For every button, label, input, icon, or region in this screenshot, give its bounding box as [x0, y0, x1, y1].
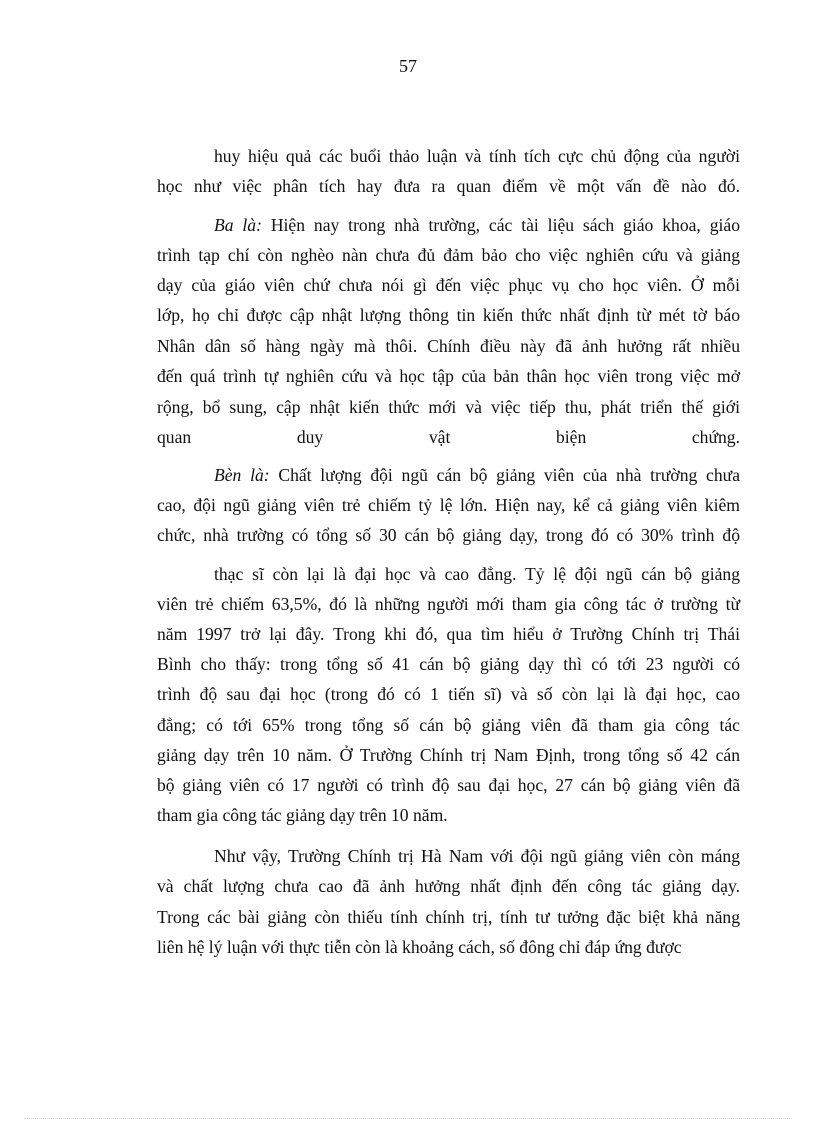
text-line: đến quá trình tự nghiên cứu và học tập của bản thân học viên trong việc mở: [157, 366, 740, 386]
page-bottom-rule: [24, 1118, 792, 1119]
text-line: năm 1997 trở lại đây. Trong khi đó, qua tìm hiểu ở Trường Chính trị Thái: [157, 624, 740, 644]
text-line: tham gia công tác giảng dạy trên 10 năm.: [157, 805, 448, 825]
paragraph-lead: Ba là:: [214, 215, 262, 235]
text-line: bộ giảng viên có 17 người có trình độ sau đại học, 27 cán bộ giảng viên đã: [157, 775, 740, 795]
text-line: Bình cho thấy: trong tổng số 41 cán bộ giảng dạy thì có tới 23 người có: [157, 654, 740, 674]
text-line: học như việc phân tích hay đưa ra quan điểm về một vấn đề nào đó.: [157, 176, 740, 196]
paragraph-line: [214, 213, 740, 237]
text-line: rộng, bổ sung, cập nhật kiến thức mới và việc tiếp thu, phát triển thế giới: [157, 397, 740, 417]
text-line: thạc sĩ còn lại là đại học và cao đẳng. Tỷ lệ đội ngũ cán bộ giảng: [214, 564, 740, 584]
text-line: trình độ sau đại học (trong đó có 1 tiến sĩ) và số còn lại là đại học, cao: [157, 684, 740, 704]
text-line: huy hiệu quả các buổi thảo luận và tính tích cực chủ động của người: [214, 146, 740, 166]
text-run: Chất lượng đội ngũ cán bộ giảng viên của nhà trường chưa: [269, 465, 741, 485]
paragraph-line: [214, 463, 740, 487]
text-line: đẳng; có tới 65% trong tổng số cán bộ giảng viên đã tham gia công tác: [157, 715, 740, 735]
text-line: quan duy vật biện chứng.: [157, 427, 740, 447]
text-line: chức, nhà trường có tổng số 30 cán bộ giảng dạy, trong đó có 30% trình độ: [157, 525, 740, 545]
text-run: Hiện nay trong nhà trường, các tài liệu sách giáo khoa, giáo: [261, 215, 740, 235]
text-line: Như vậy, Trường Chính trị Hà Nam với đội ngũ giảng viên còn máng: [214, 846, 740, 866]
text-line: giảng dạy trên 10 năm. Ở Trường Chính trị Nam Định, trong tổng số 42 cán: [157, 745, 740, 765]
text-line: dạy của giáo viên chứ chưa nói gì đến việc phục vụ cho học viên. Ở mỗi: [157, 275, 740, 295]
text-line: trình tạp chí còn nghèo nàn chưa đủ đảm bảo cho việc nghiên cứu và giảng: [157, 245, 740, 265]
text-line: cao, đội ngũ giảng viên trẻ chiếm tỷ lệ lớn. Hiện nay, kể cả giảng viên kiêm: [157, 495, 740, 515]
text-line: và chất lượng chưa cao đã ảnh hưởng nhất định đến công tác giảng dạy.: [157, 876, 740, 896]
paragraph-lead: Bèn là:: [214, 465, 270, 485]
page-number: 57: [399, 56, 417, 76]
text-line: lớp, họ chỉ được cập nhật lượng thông tin kiến thức nhất định từ mét tờ báo: [157, 305, 740, 325]
text-line: liên hệ lý luận với thực tiễn còn là khoảng cách, số đông chỉ đáp ứng được: [157, 937, 682, 957]
text-line: Nhân dân số hàng ngày mà thôi. Chính điều này đã ảnh hưởng rất nhiều: [157, 336, 740, 356]
text-line: Trong các bài giảng còn thiếu tính chính trị, tính tư tưởng đặc biệt khả năng: [157, 907, 740, 927]
text-line: viên trẻ chiếm 63,5%, đó là những người mới tham gia công tác ở trường từ: [157, 594, 740, 614]
